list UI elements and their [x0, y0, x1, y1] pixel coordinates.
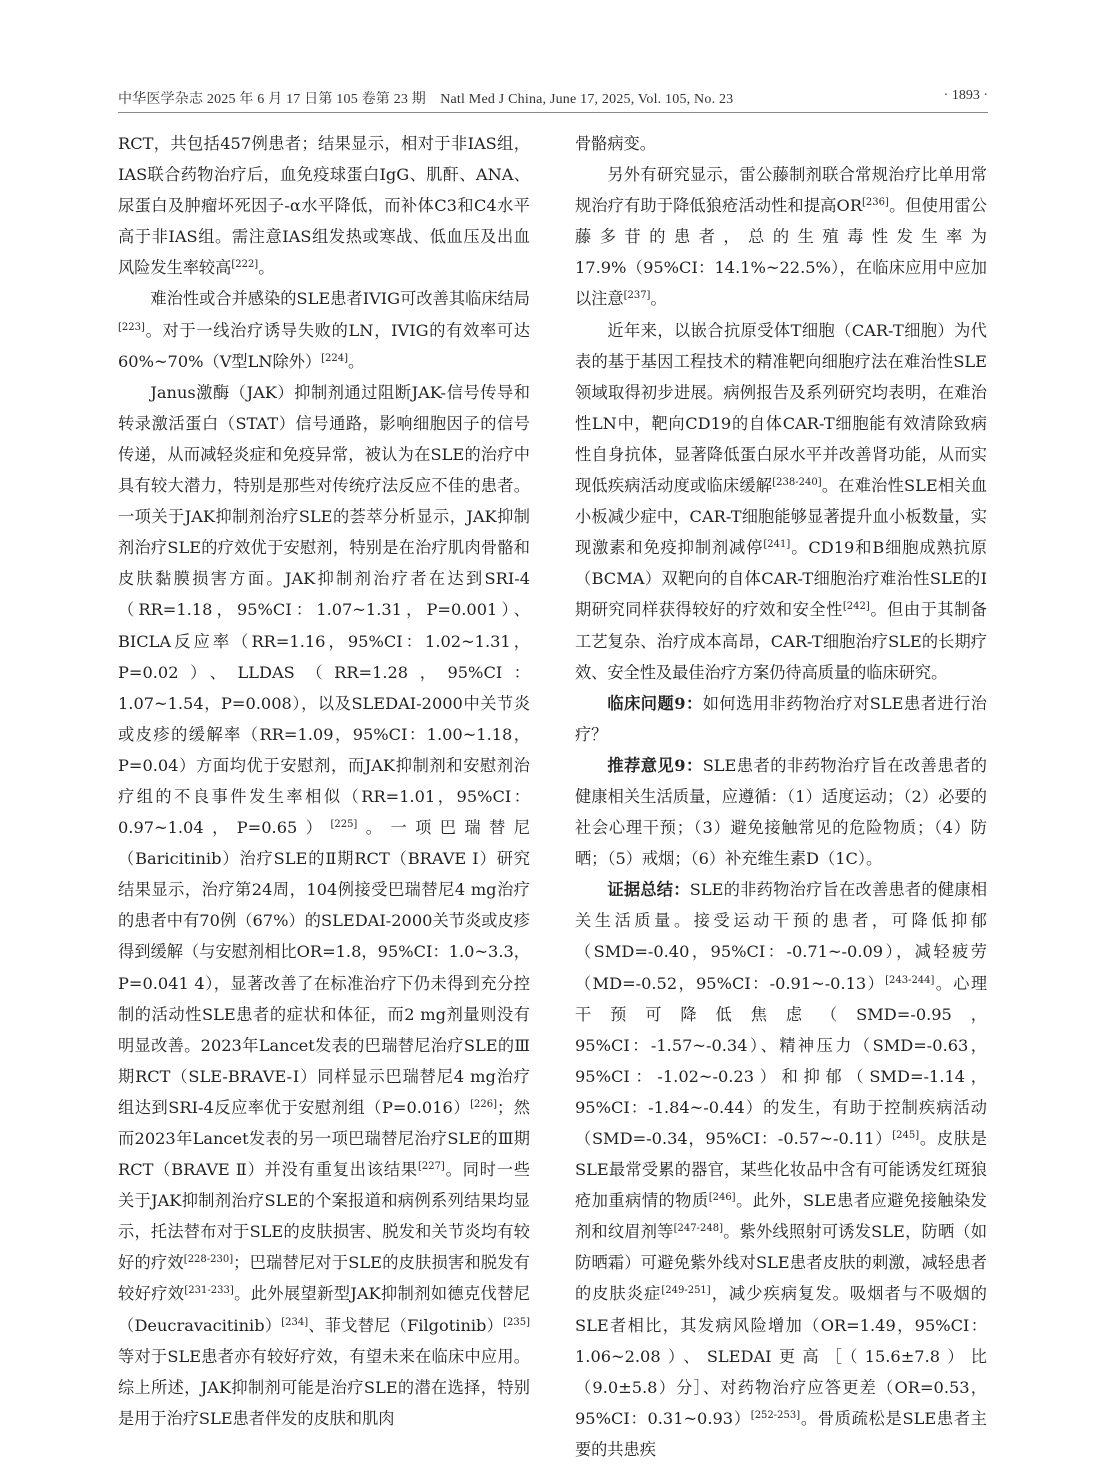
paragraph-jak: Janus激酶（JAK）抑制剂通过阻断JAK-信号传导和转录激活蛋白（STAT）信号通路，影响细胞因子的信号传递，从而减轻炎症和免疫异常，被认为在SLE的治疗中具有较大潜力，特别是那些对传统疗法反应不佳的患者。一项关于JAK抑制剂治疗SLE的荟萃分析显示，JAK抑制剂治疗SLE的疗效优于安慰剂，特别是在治疗肌肉骨骼和皮肤黏膜损害方面。JAK抑制剂治疗者在达到SRI-4（RR=1.18，95%CI：1.07~1.31，P=0.001）、BICLA反应率（RR=1.16，95%CI：1.02~1.31，P=0.02）、LLDAS（RR=1.28，95%CI：1.07~1.54，P=0.008），以及SLEDAI-2000中关节炎或皮疹的缓解率（RR=1.09，95%CI：1.00~1.18，P=0.04）方面均优于安慰剂，而JAK抑制剂和安慰剂治疗组的不良事件发生率相似（RR=1.01，95%CI：0.97~1.04，P=0.65）[225]。一项巴瑞替尼（Baricitinib）治疗SLE的Ⅱ期RCT（BRAVE Ⅰ）研究结果显示，治疗第24周，104例接受巴瑞替尼4 mg治疗的患者中有70例（67%）的SLEDAI-2000关节炎或皮疹得到缓解（与安慰剂相比OR=1.8，95%CI：1.0~3.3，P=0.041 4），显著改善了在标准治疗下仍未得到充分控制的活动性SLE患者的症状和体征，而2 mg剂量则没有明显改善。2023年Lancet发表的巴瑞替尼治疗SLE的Ⅲ期RCT（SLE-BRAVE-Ⅰ）同样显示巴瑞替尼4 mg治疗组达到SRI-4反应率优于安慰剂组（P=0.016）[226]；然而2023年Lancet发表的另一项巴瑞替尼治疗SLE的Ⅲ期RCT（BRAVE Ⅱ）并没有重复出该结果[227]。同时一些关于JAK抑制剂治疗SLE的个案报道和病例系列结果均显示，托法替布对于SLE的皮肤损害、脱发和关节炎均有较好的疗效[228-230]；巴瑞替尼对于SLE的皮肤损害和脱发有较好疗效[231-233]。此外展望新型JAK抑制剂如德克伐替尼（Deucravacitinib）[234]、菲戈替尼（Filgotinib）[235]等对于SLE患者亦有较好疗效，有望未来在临床中应用。综上所述，JAK抑制剂可能是治疗SLE的潜在选择，特别是用于治疗SLE患者伴发的皮肤和肌肉	[118, 382, 531, 1428]
citation: [243-244]	[885, 974, 935, 986]
paragraph-ivig: 难治性或合并感染的SLE患者IVIG可改善其临床结局[223]。对于一线治疗诱导失败的LN，IVIG的有效率可达60%~70%（Ⅴ型LN除外）[224]。	[118, 289, 530, 371]
clinical-question-9: 临床问题9：如何选用非药物治疗对SLE患者进行治疗？	[575, 693, 987, 744]
citation: [223]	[118, 321, 145, 333]
evidence-summary: 证据总结：SLE的非药物治疗旨在改善患者的健康相关生活质量。接受运动干预的患者，可降低抑郁（SMD=-0.40，95%CI：-0.71~-0.09），减轻疲劳（MD=-0.52，95%CI：-0.91~-0.13）[243-244]。心理干预可降低焦虑（SMD=-0.95，95%CI：-1.57~-0.34）、精神压力（SMD=-0.63，95%CI：-1.02~-0.23）和抑郁（SMD=-1.14，95%CI：-1.84~-0.44）的发生，有助于控制疾病活动（SMD=-0.34，95%CI：-0.57~-0.11）[245]。皮肤是SLE最常受累的器官，某些化妆品中含有可能诱发红斑狼疮加重病情的物质[246]。此外，SLE患者应避免接触染发剂和纹眉剂等[247-248]。紫外线照射可诱发SLE，防晒（如防晒霜）可避免紫外线对SLE患者皮肤的刺激，减轻患者的皮肤炎症[249-251]，减少疾病复发。吸烟者与不吸烟的SLE者相比，其发病风险增加（OR=1.49，95%CI：1.06~2.08）、SLEDAI更高［（15.6±7.8）比（9.0±5.8）分］、对药物治疗应答更差（OR=0.53，95%CI：0.31~0.93）[252-253]。骨质疏松是SLE患者主要的共患疾	[575, 880, 988, 1459]
citation: [237]	[623, 290, 651, 302]
question-label: 临床问题9：	[607, 693, 703, 713]
citation: [235]	[503, 1316, 530, 1328]
page-number: · 1893 ·	[943, 88, 988, 103]
citation: [234]	[281, 1316, 309, 1328]
citation: [225]	[330, 819, 358, 831]
left-column	[118, 128, 530, 1434]
evidence-label: 证据总结：	[607, 880, 690, 900]
citation: [228-230]	[183, 1254, 234, 1266]
running-header	[118, 88, 988, 112]
citation: [249-251]	[661, 1285, 711, 1297]
citation: [241]	[763, 539, 791, 551]
paragraph-car-t: 近年来，以嵌合抗原受体T细胞（CAR-T细胞）为代表的基于基因工程技术的精准靶向细胞疗法在难治性SLE领域取得初步进展。病例报告及系列研究均表明，在难治性LN中，靶向CD19的自体CAR-T细胞能有效清除致病性自身抗体，显著降低蛋白尿水平并改善肾功能，从而实现低疾病活动度或临床缓解[238-240]。在难治性SLE相关血小板减少症中，CAR-T细胞能够显著提升血小板数量，实现激素和免疫抑制剂减停[241]。CD19和B细胞成熟抗原（BCMA）双靶向的自体CAR-T细胞治疗难治性SLE的Ⅰ期研究同样获得较好的疗效和安全性[242]。但由于其制备工艺复杂、治疗成本高昂，CAR-T细胞治疗SLE的长期疗效、安全性及最佳治疗方案仍待高质量的临床研究。	[575, 320, 988, 682]
recommendation-label: 推荐意见9：	[607, 755, 703, 775]
citation: [246]	[708, 1192, 736, 1204]
header-rule	[118, 112, 988, 113]
citation: [245]	[892, 1130, 920, 1141]
paragraph-continuation: 骨骼病变。	[575, 134, 656, 153]
citation: [231-233]	[184, 1285, 234, 1297]
right-column	[575, 128, 987, 1465]
citation: [252-253]	[750, 1409, 801, 1421]
citation: [224]	[321, 352, 348, 364]
recommendation-9: 推荐意见9：SLE患者的非药物治疗旨在改善患者的健康相关生活质量，应遵循：（1）适度运动；（2）必要的社会心理干预；（3）避免接触常见的危险物质；（4）防晒；（5）戒烟；（6）补充维生素D（1C）。	[575, 755, 987, 869]
paragraph-tripterygium: 另外有研究显示，雷公藤制剂联合常规治疗比单用常规治疗有助于降低狼疮活动性和提高OR[236]。但使用雷公藤多苷的患者，总的生殖毒性发生率为17.9%（95%CI：14.1%~22.5%），在临床应用中应加以注意[237]。	[575, 165, 987, 309]
journal-citation: 中华医学杂志 2025 年 6 月 17 日第 105 卷第 23 期 Natl Med J China, June 17, 2025, Vol. 105, No. 23	[118, 92, 734, 107]
citation: [247-248]	[673, 1223, 723, 1235]
citation: [226]	[470, 1098, 498, 1110]
citation: [227]	[417, 1161, 445, 1173]
paragraph-ias: RCT，共包括457例患者；结果显示，相对于非IAS组，IAS联合药物治疗后，血免疫球蛋白IgG、肌酐、ANA、尿蛋白及肿瘤坏死因子-α水平降低，而补体C3和C4水平高于非IAS组。需注意IAS组发热或寒战、低血压及出血风险发生率较高[222]。	[118, 134, 530, 278]
citation: [236]	[862, 197, 889, 209]
citation: [242]	[842, 601, 870, 613]
citation: [238-240]	[772, 477, 822, 489]
citation: [222]	[231, 259, 259, 271]
